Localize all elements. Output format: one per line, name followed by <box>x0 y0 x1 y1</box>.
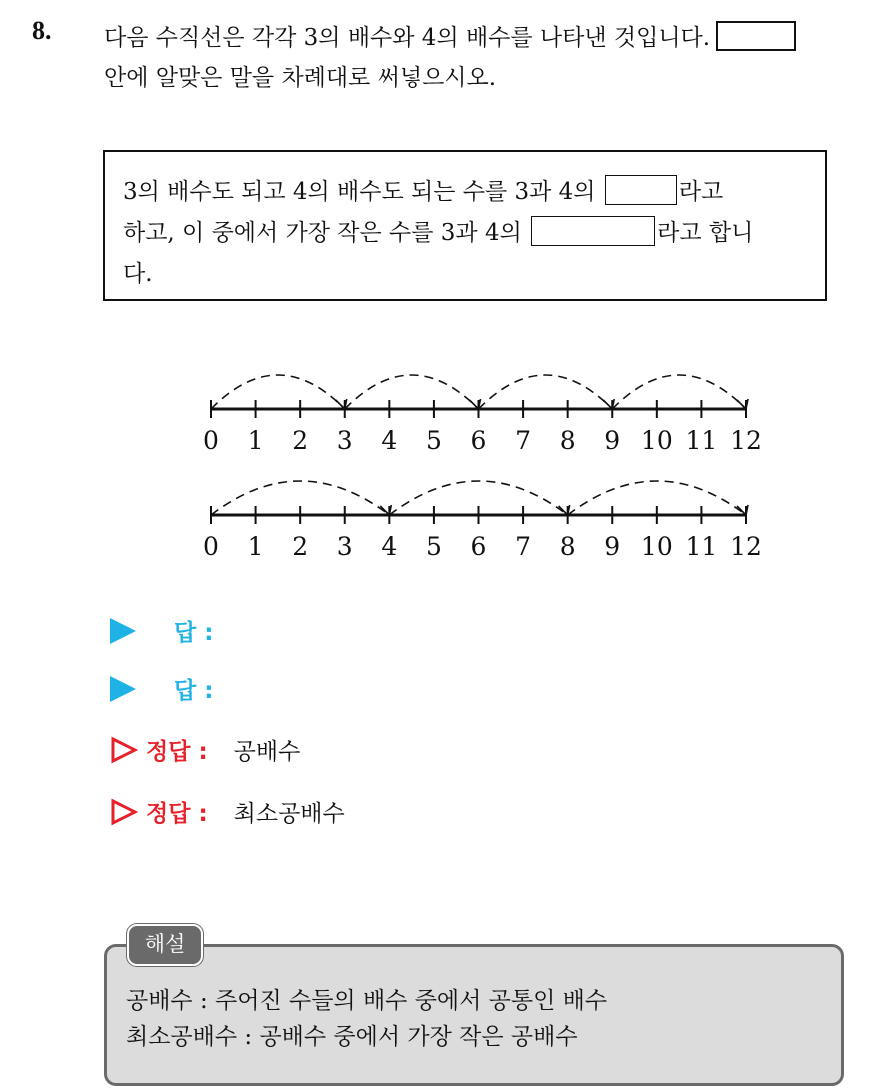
number-line-tick-label: 2 <box>292 532 309 561</box>
number-line-tick-label: 8 <box>559 532 576 561</box>
number-line-tick-label: 10 <box>640 532 673 561</box>
number-line-multiples-of-4 <box>203 481 762 561</box>
number-line-tick-label: 12 <box>730 426 762 455</box>
jump-arc <box>479 375 613 409</box>
number-line-tick-label: 6 <box>470 426 487 455</box>
answer-label-2: 답 : <box>174 678 214 704</box>
correct-row-2 <box>110 795 345 828</box>
number-line-tick-label: 11 <box>685 426 718 455</box>
number-line-tick-label: 6 <box>470 532 487 561</box>
correct-value-2: 최소공배수 <box>233 801 345 827</box>
question-line1: 다음 수직선은 각각 3의 배수와 4의 배수를 나타낸 것입니다. <box>104 25 711 51</box>
explanation-line-1: 공배수 : 주어진 수들의 배수 중에서 공통인 배수 <box>126 988 608 1014</box>
statement-part4: 라고 합니 <box>657 220 754 246</box>
correct-label-2: 정답 : <box>146 801 208 827</box>
number-line-tick-label: 1 <box>247 532 264 561</box>
number-line-tick-label: 7 <box>515 532 532 561</box>
number-line-tick-label: 5 <box>425 532 442 561</box>
outline-arrow-icon <box>110 736 138 764</box>
number-line-multiples-of-3 <box>203 375 762 455</box>
question-line2: 안에 알맞은 말을 차례대로 써넣으시오. <box>104 65 497 91</box>
correct-row-1 <box>110 733 300 766</box>
number-line-tick-label: 10 <box>640 426 673 455</box>
answer-row-1 <box>110 614 213 647</box>
number-line-tick-label: 5 <box>425 426 442 455</box>
number-line-tick-label: 3 <box>336 426 353 455</box>
number-line-tick-label: 1 <box>247 426 264 455</box>
jump-arc <box>211 375 345 409</box>
number-line-tick-label: 9 <box>604 532 621 561</box>
question-number: 8. <box>32 16 52 45</box>
number-line-tick-label: 12 <box>730 532 762 561</box>
number-line-tick-label: 11 <box>685 532 718 561</box>
statement-part5: 다. <box>123 261 153 287</box>
outline-arrow-icon <box>110 798 138 826</box>
correct-value-1: 공배수 <box>233 739 301 765</box>
number-line-tick-label: 9 <box>604 426 621 455</box>
number-line-tick-label: 7 <box>515 426 532 455</box>
statement-part2: 라고 <box>678 179 724 205</box>
number-line-tick-label: 0 <box>203 426 219 455</box>
jump-arc <box>612 375 746 409</box>
number-line-tick-label: 0 <box>203 532 219 561</box>
statement-part3: 하고, 이 중에서 가장 작은 수를 3과 4의 <box>123 220 522 246</box>
number-line-tick-label: 2 <box>292 426 309 455</box>
play-arrow-icon <box>110 676 136 702</box>
statement-part1: 3의 배수도 되고 4의 배수도 되는 수를 3과 4의 <box>123 179 596 205</box>
number-line-tick-label: 4 <box>381 532 398 561</box>
jump-arc <box>345 375 479 409</box>
explanation-line-2: 최소공배수 : 공배수 중에서 가장 작은 공배수 <box>126 1024 578 1050</box>
number-line-tick-label: 4 <box>381 426 398 455</box>
explanation-box <box>104 944 844 1086</box>
number-line-tick-label: 3 <box>336 532 353 561</box>
explanation-tab: 해설 <box>127 924 203 966</box>
answer-label-1: 답 : <box>174 620 214 646</box>
number-line-tick-label: 8 <box>559 426 576 455</box>
answer-row-2 <box>110 672 213 705</box>
play-arrow-icon <box>110 618 136 644</box>
correct-label-1: 정답 : <box>146 739 208 765</box>
